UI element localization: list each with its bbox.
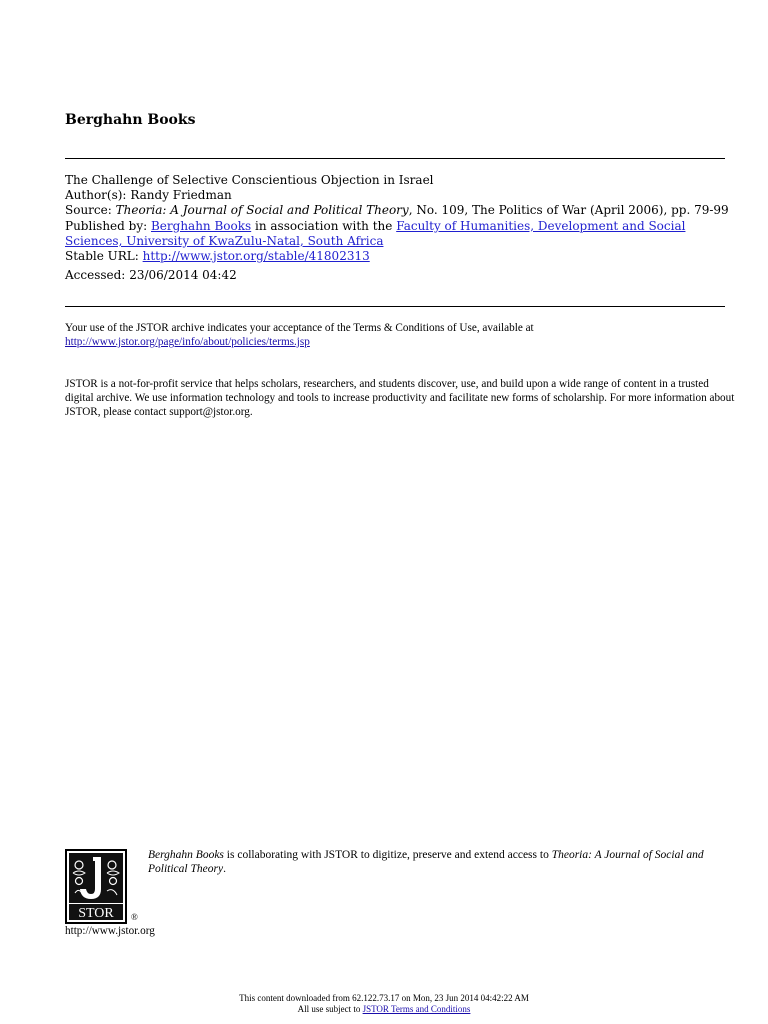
terms-link[interactable]: http://www.jstor.org/page/info/about/policies/terms.jsp [65,336,310,348]
footer-terms [0,1004,768,1015]
published-label: Published by: [65,218,148,233]
terms-notice [65,321,735,349]
source-label: Source: [65,203,112,218]
stable-url-label: Stable URL: [65,249,139,264]
publisher-link[interactable]: Berghahn Books [150,218,252,233]
terms-text: Your use of the JSTOR archive indicates your acceptance of the Terms & Conditions of Use, available at [65,322,534,334]
publisher-title: Berghahn Books [65,112,196,128]
association-link[interactable]: Faculty of Humanities, Development and Social Sciences, University of KwaZulu-Natal, South Africa [65,218,686,248]
accessed-label: Accessed: [65,268,126,283]
stable-url-link[interactable]: http://www.jstor.org/stable/41802313 [142,249,370,264]
jstor-logo-graphic [67,851,125,922]
collaboration-notice [148,848,738,876]
article-accessed [65,268,730,283]
source-journal: Theoria: A Journal of Social and Political Theory [115,203,409,218]
association-text: in association with the [255,218,393,233]
jstor-home-url: http://www.jstor.org [65,925,155,937]
article-publisher [65,219,730,249]
collab-text: is collaborating with JSTOR to digitize, preserve and extend access to [223,849,552,861]
article-authors [65,188,730,203]
accessed-value: 23/06/2014 04:42 [129,268,237,283]
logo-registered-mark: ® [131,912,138,922]
metadata-divider [65,306,725,307]
article-title: The Challenge of Selective Conscientious Objection in Israel [65,173,434,187]
logo-text: STOR [78,906,114,921]
jstor-logo-icon [65,849,127,924]
collab-publisher: Berghahn Books [148,849,224,861]
source-details: , No. 109, The Politics of War (April 2006), pp. 79-99 [408,203,729,218]
article-metadata [65,173,730,283]
footer-terms-prefix: All use subject to [297,1004,361,1014]
collab-journal: Theoria: A Journal of Social and Political Theory [148,849,704,875]
collab-end: . [223,863,226,875]
authors-value: Randy Friedman [130,188,232,203]
header-divider [65,158,725,159]
authors-label: Author(s): [65,188,127,203]
article-source [65,203,730,218]
jstor-about: JSTOR is a not-for-profit service that helps scholars, researchers, and students discover, use, and build upon a wide range of content in a trusted digital archive. We use information technology and tools to increase productivity and facilitate new forms of scholarship. For more information about JSTOR, please contact support@jstor.org. [65,378,735,418]
footer-download-info: This content downloaded from 62.122.73.17 on Mon, 23 Jun 2014 04:42:22 AM [239,993,529,1003]
download-footer [0,993,768,1015]
article-stable-url [65,249,730,264]
footer-terms-link[interactable]: JSTOR Terms and Conditions [362,1004,471,1014]
